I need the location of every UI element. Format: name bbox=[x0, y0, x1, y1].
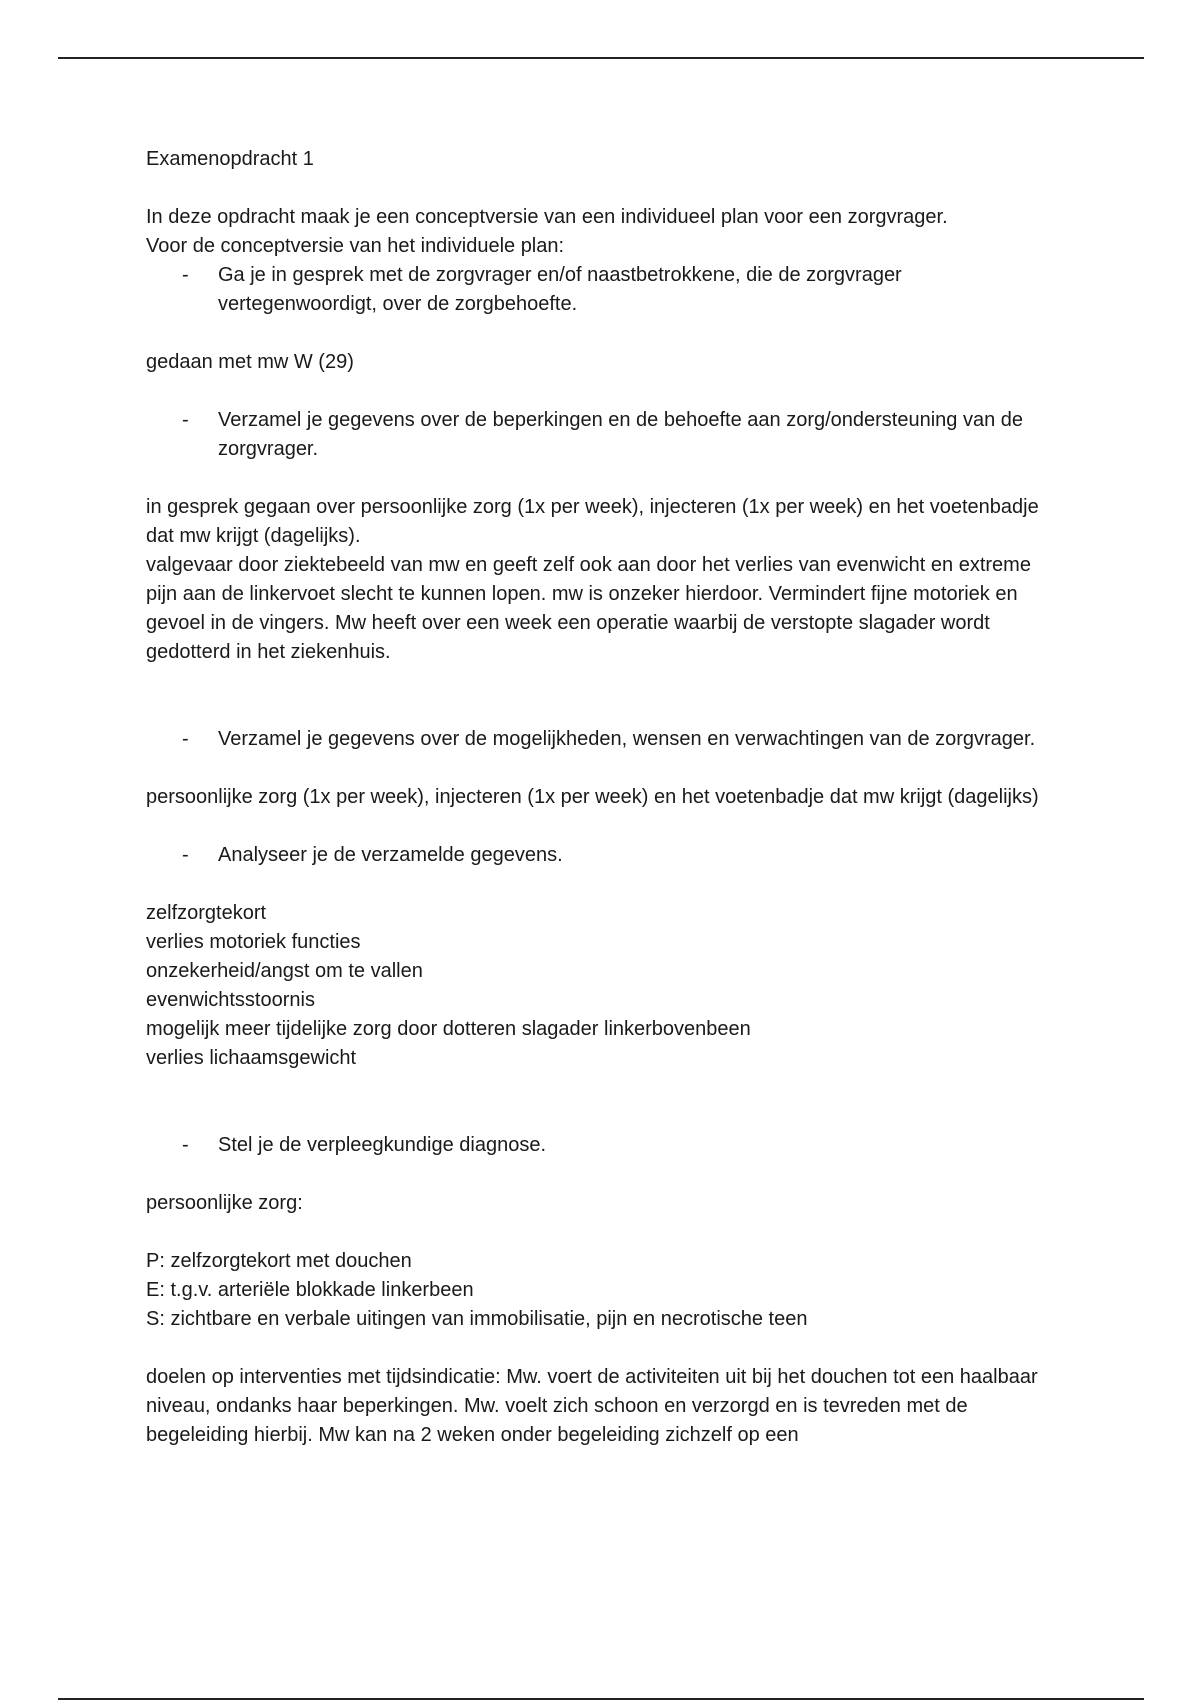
step-5-instruction bbox=[146, 1131, 1066, 1160]
analysis-item-3: onzekerheid/angst om te vallen bbox=[146, 960, 423, 982]
bullet-dash: - bbox=[182, 1134, 189, 1156]
step-3-instruction bbox=[146, 725, 1066, 754]
bullet-dash: - bbox=[182, 409, 189, 431]
step-3-answer: persoonlijke zorg (1x per week), injecteren (1x per week) en het voetenbadje dat mw krijgt (dagelijks) bbox=[146, 786, 1039, 808]
pes-etiology: E: t.g.v. arteriële blokkade linkerbeen bbox=[146, 1279, 474, 1301]
step-1-instruction bbox=[146, 261, 1066, 319]
step-1-text: Ga je in gesprek met de zorgvrager en/of naastbetrokkene, die de zorgvrager vertegenwoordigt, over de zorgbehoefte. bbox=[218, 264, 902, 315]
bullet-dash: - bbox=[182, 844, 189, 866]
step-5-answer: persoonlijke zorg: bbox=[146, 1192, 303, 1214]
step-2-text: Verzamel je gegevens over de beperkingen en de behoefte aan zorg/ondersteuning van de zorgvrager. bbox=[218, 409, 1024, 460]
analysis-item-1: zelfzorgtekort bbox=[146, 902, 267, 924]
bullet-dash: - bbox=[182, 264, 189, 286]
step-2-answer-1: in gesprek gegaan over persoonlijke zorg (1x per week), injecteren (1x per week) en het voetenbadje dat mw krijgt (dagelijks). bbox=[146, 496, 1039, 547]
step-4-instruction bbox=[146, 841, 1066, 870]
document-title: Examenopdracht 1 bbox=[146, 148, 314, 170]
step-5-text: Stel je de verpleegkundige diagnose. bbox=[218, 1134, 547, 1156]
pes-symptoms: S: zichtbare en verbale uitingen van immobilisatie, pijn en necrotische teen bbox=[146, 1308, 808, 1330]
analysis-item-4: evenwichtsstoornis bbox=[146, 989, 315, 1011]
intro-line-1: In deze opdracht maak je een conceptversie van een individueel plan voor een zorgvrager. bbox=[146, 206, 948, 228]
step-4-text: Analyseer je de verzamelde gegevens. bbox=[218, 844, 563, 866]
intro-line-2: Voor de conceptversie van het individuele plan: bbox=[146, 235, 565, 257]
analysis-item-2: verlies motoriek functies bbox=[146, 931, 361, 953]
step-2-instruction bbox=[146, 406, 1066, 464]
pes-problem: P: zelfzorgtekort met douchen bbox=[146, 1250, 412, 1272]
step-3-text: Verzamel je gegevens over de mogelijkheden, wensen en verwachtingen van de zorgvrager. bbox=[218, 728, 1036, 750]
document-body bbox=[146, 145, 1066, 1450]
bullet-dash: - bbox=[182, 728, 189, 750]
header-rule bbox=[58, 57, 1144, 59]
analysis-item-6: verlies lichaamsgewicht bbox=[146, 1047, 357, 1069]
analysis-item-5: mogelijk meer tijdelijke zorg door dotteren slagader linkerbovenbeen bbox=[146, 1018, 751, 1040]
step-1-answer: gedaan met mw W (29) bbox=[146, 351, 354, 373]
step-2-answer-2: valgevaar door ziektebeeld van mw en geeft zelf ook aan door het verlies van evenwicht en extreme pijn aan de linkervoet slecht te kunnen lopen. mw is onzeker hierdoor. Vermindert fijne motoriek en gevoel in de vingers. Mw heeft over een week een operatie waarbij de verstopte slagader wordt gedotterd in het ziekenhuis. bbox=[146, 554, 1031, 663]
goals-paragraph: doelen op interventies met tijdsindicatie: Mw. voert de activiteiten uit bij het douchen tot een haalbaar niveau, ondanks haar beperkingen. Mw. voelt zich schoon en verzorgd en is tevreden met de begeleiding hierbij. Mw kan na 2 weken onder begeleiding zichzelf op een bbox=[146, 1366, 1038, 1446]
